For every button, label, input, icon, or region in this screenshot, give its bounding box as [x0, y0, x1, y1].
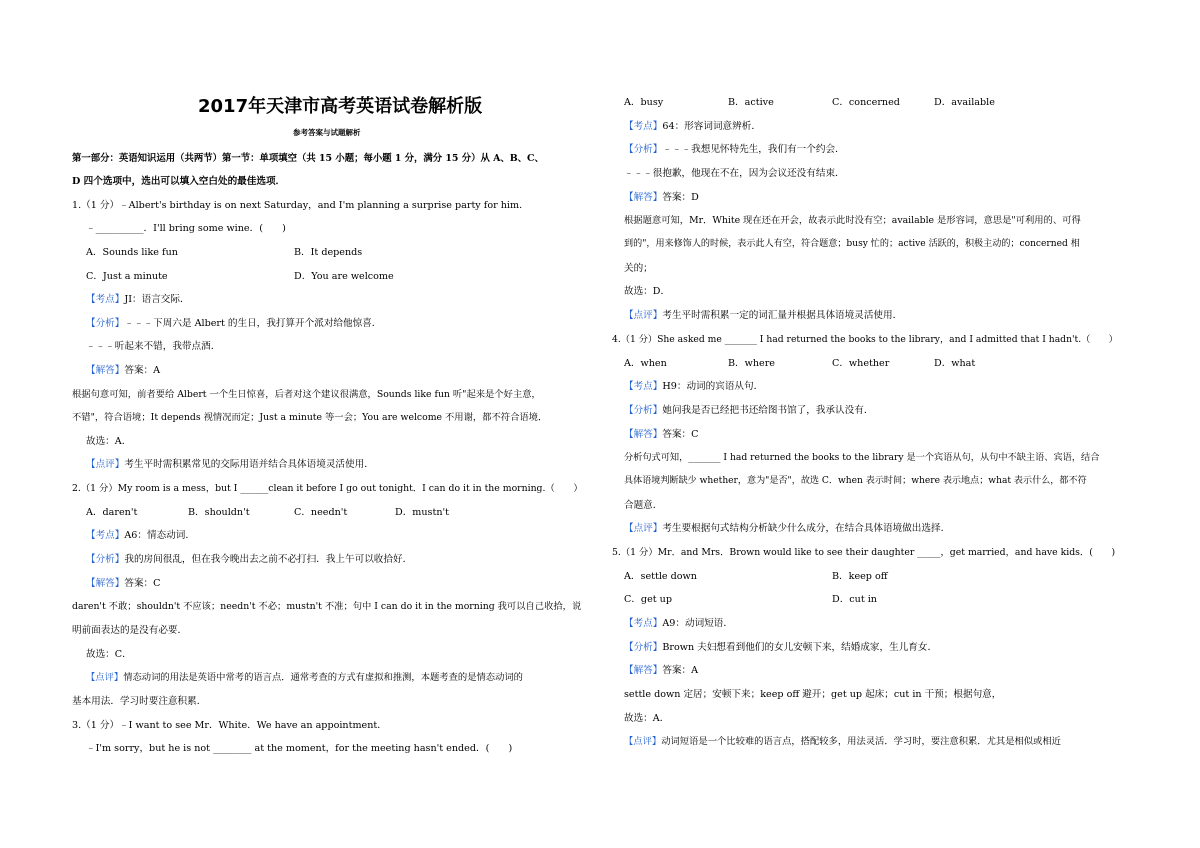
q1-fenxi-text1: ﹣﹣﹣下周六是 Albert 的生日，我打算开个派对给他惊喜．: [124, 318, 382, 329]
q4-explanation-line3: 合题意．: [624, 500, 663, 511]
jieda-tag: 【解答】: [86, 578, 125, 589]
q4-stem: 4.（1 分）She asked me _______ I had returned the books to the library，and I admitted that I hadn't.（ ）: [612, 334, 1118, 345]
q3-fenxi-line2: ﹣﹣﹣很抱歉，他现在不在，因为会议还没有结束．: [624, 168, 845, 179]
q2-option-c: C．needn't: [294, 507, 348, 518]
q3-answer: 答案：D: [662, 192, 699, 203]
q4-kaodian-text: H9：动词的宾语从句．: [662, 381, 764, 392]
q3-stem-line2: ﹣I'm sorry，but he is not ________ at the moment，for the meeting hasn't ended．( ): [86, 743, 513, 754]
q2-fenxi-text: 我的房间很乱，但在我今晚出去之前不必打扫．我上午可以收拾好．: [124, 554, 413, 565]
q2-option-b: B．shouldn't: [188, 507, 250, 518]
doc-subtitle: 参考答案与试题解析: [293, 128, 361, 137]
q5-explanation-line1: settle down 定居；安顿下来；keep off 避开；get up 起床；cut in 干预；根据句意，: [624, 689, 1002, 700]
q1-jieda: [86, 364, 160, 377]
q3-option-a: A．busy: [624, 97, 664, 108]
q4-option-b: B．where: [728, 358, 775, 369]
q1-conclusion: 故选：A．: [86, 436, 132, 447]
q2-jieda: [86, 577, 161, 590]
q3-dianping: [624, 309, 902, 322]
q1-stem-line2: ﹣__________．I'll bring some wine．( ): [86, 223, 286, 234]
q1-explanation-line2: 不错"，符合语境；It depends 视情况而定；Just a minute 等一会；You are welcome 不用谢，都不符合语境．: [72, 412, 548, 423]
q3-option-b: B．active: [728, 97, 774, 108]
q4-option-c: C．whether: [832, 358, 890, 369]
q4-answer: 答案：C: [662, 429, 699, 440]
jieda-tag: 【解答】: [624, 665, 663, 676]
fenxi-tag: 【分析】: [86, 318, 125, 329]
q3-explanation-line2: 到的"，用来修饰人的时候，表示此人有空，符合题意；busy 忙的；active 活跃的，积极主动的；concerned 相: [624, 239, 1080, 249]
q4-jieda: [624, 428, 699, 441]
dianping-tag: 【点评】: [86, 672, 124, 683]
q4-explanation-line2: 具体语境判断缺少 whether，意为"是否"，故选 C．when 表示时间；where 表示地点；what 表示什么，都不符: [624, 476, 1087, 486]
fenxi-tag: 【分析】: [624, 144, 663, 155]
q1-fenxi: [86, 317, 381, 330]
q5-option-c: C．get up: [624, 594, 672, 605]
q3-fenxi: [624, 143, 845, 156]
q3-dianping-text: 考生平时需积累一定的词汇量并根据具体语境灵活使用．: [662, 310, 903, 321]
q3-kaodian-text: 64：形容词词意辨析．: [662, 121, 761, 132]
q3-conclusion: 故选：D．: [624, 286, 671, 297]
q4-option-a: A．when: [624, 358, 667, 369]
q1-stem-line1: 1.（1 分）﹣Albert's birthday is on next Saturday，and I'm planning a surprise party for him.: [72, 200, 523, 211]
jieda-tag: 【解答】: [86, 365, 125, 376]
dianping-tag: 【点评】: [86, 459, 125, 470]
q1-option-c: C．Just a minute: [86, 271, 168, 282]
q5-dianping: [624, 735, 1061, 748]
q2-dianping: [86, 671, 523, 684]
q3-kaodian: [624, 120, 761, 133]
q3-fenxi-text1: ﹣﹣﹣我想见怀特先生，我们有一个约会．: [662, 144, 845, 155]
q3-explanation-line1: 根据题意可知，Mr．White 现在还在开会，故表示此时没有空；available 是形容词，意思是"可利用的、可得: [624, 215, 1081, 226]
q4-option-d: D．what: [934, 358, 976, 369]
q2-answer: 答案：C: [124, 578, 161, 589]
q2-option-a: A．daren't: [86, 507, 138, 518]
q2-fenxi: [86, 553, 412, 566]
q1-option-b: B．It depends: [294, 247, 363, 258]
q1-kaodian: [86, 293, 190, 306]
q4-fenxi-text: 她问我是否已经把书还给图书馆了，我承认没有．: [662, 405, 874, 416]
q5-option-d: D．cut in: [832, 594, 877, 605]
q5-kaodian-text: A9：动词短语．: [662, 618, 733, 629]
q2-stem: 2.（1 分）My room is a mess，but I ______clean it before I go out tonight．I can do it in the morning.（ ）: [72, 483, 583, 494]
doc-title: 2017年天津市高考英语试卷解析版: [198, 96, 483, 117]
q3-option-d: D．available: [934, 97, 995, 108]
section-instructions-line2: D 四个选项中，选出可以填入空白处的最佳选项．: [72, 176, 286, 187]
q1-answer: 答案：A: [124, 365, 161, 376]
q5-option-a: A．settle down: [624, 571, 697, 582]
q5-jieda: [624, 664, 698, 677]
fenxi-tag: 【分析】: [624, 405, 663, 416]
fenxi-tag: 【分析】: [624, 642, 663, 653]
q1-dianping: [86, 458, 374, 471]
q5-fenxi-text: Brown 夫妇想看到他们的女儿安顿下来，结婚成家，生儿育女．: [662, 642, 938, 653]
q2-explanation-line1: daren't 不敢；shouldn't 不应该；needn't 不必；mustn't 不准；句中 I can do it in the morning 我可以自己收拾，说: [72, 601, 582, 612]
q3-option-c: C．concerned: [832, 97, 900, 108]
q2-conclusion: 故选：C．: [86, 649, 132, 660]
q1-kaodian-text: JI：语言交际．: [124, 294, 190, 305]
q4-explanation-line1: 分析句式可知，_______ I had returned the books to the library 是一个宾语从句，从句中不缺主语、宾语，结合: [624, 452, 1100, 463]
q3-explanation-line3: 关的；: [624, 263, 653, 274]
q5-kaodian: [624, 617, 733, 630]
q1-option-d: D．You are welcome: [294, 271, 394, 282]
q1-fenxi-line2: ﹣﹣﹣听起来不错，我带点酒．: [86, 341, 221, 352]
q4-kaodian: [624, 380, 763, 393]
dianping-tag: 【点评】: [624, 310, 663, 321]
section-instructions-line1: 第一部分：英语知识运用（共两节）第一节：单项填空（共 15 小题；每小题 1 分，满分 15 分）从 A、B、C、: [72, 153, 544, 164]
q3-jieda: [624, 191, 699, 204]
q5-stem: 5.（1 分）Mr．and Mrs．Brown would like to see their daughter _____，get married，and have kids．( ): [612, 547, 1116, 558]
q2-option-d: D．mustn't: [395, 507, 450, 518]
q3-stem-line1: 3.（1 分）﹣I want to see Mr．White．We have an appointment．: [72, 720, 387, 731]
dianping-tag: 【点评】: [624, 523, 663, 534]
jieda-tag: 【解答】: [624, 429, 663, 440]
q5-dianping-text: 动词短语是一个比较难的语言点，搭配较多，用法灵活．学习时，要注意积累．尤其是相似或相近: [661, 736, 1061, 747]
q2-dianping-text1: 情态动词的用法是英语中常考的语言点．通常考查的方式有虚拟和推测，本题考查的是情态动词的: [123, 672, 523, 683]
fenxi-tag: 【分析】: [86, 554, 125, 565]
q5-fenxi: [624, 641, 937, 654]
q2-kaodian: [86, 529, 195, 542]
q1-option-a: A．Sounds like fun: [86, 247, 178, 258]
q1-dianping-text: 考生平时需积累常见的交际用语并结合具体语境灵活使用．: [124, 459, 374, 470]
dianping-tag: 【点评】: [624, 736, 662, 747]
kaodian-tag: 【考点】: [86, 294, 125, 305]
q4-fenxi: [624, 404, 873, 417]
q4-dianping: [624, 522, 950, 535]
kaodian-tag: 【考点】: [624, 618, 663, 629]
kaodian-tag: 【考点】: [86, 530, 125, 541]
q4-dianping-text: 考生要根据句式结构分析缺少什么成分，在结合具体语境做出选择．: [662, 523, 951, 534]
q2-kaodian-text: A6：情态动词．: [124, 530, 195, 541]
q1-explanation-line1: 根据句意可知，前者要给 Albert 一个生日惊喜，后者对这个建议很满意，Sounds like fun 听"起来是个好主意，: [72, 389, 541, 400]
kaodian-tag: 【考点】: [624, 121, 663, 132]
q5-option-b: B．keep off: [832, 571, 888, 582]
jieda-tag: 【解答】: [624, 192, 663, 203]
q5-conclusion: 故选：A．: [624, 713, 670, 724]
kaodian-tag: 【考点】: [624, 381, 663, 392]
q2-explanation-line2: 明前面表达的是没有必要．: [72, 625, 188, 636]
q2-dianping-line2: 基本用法．学习时要注意积累．: [72, 696, 207, 707]
q5-answer: 答案：A: [662, 665, 699, 676]
